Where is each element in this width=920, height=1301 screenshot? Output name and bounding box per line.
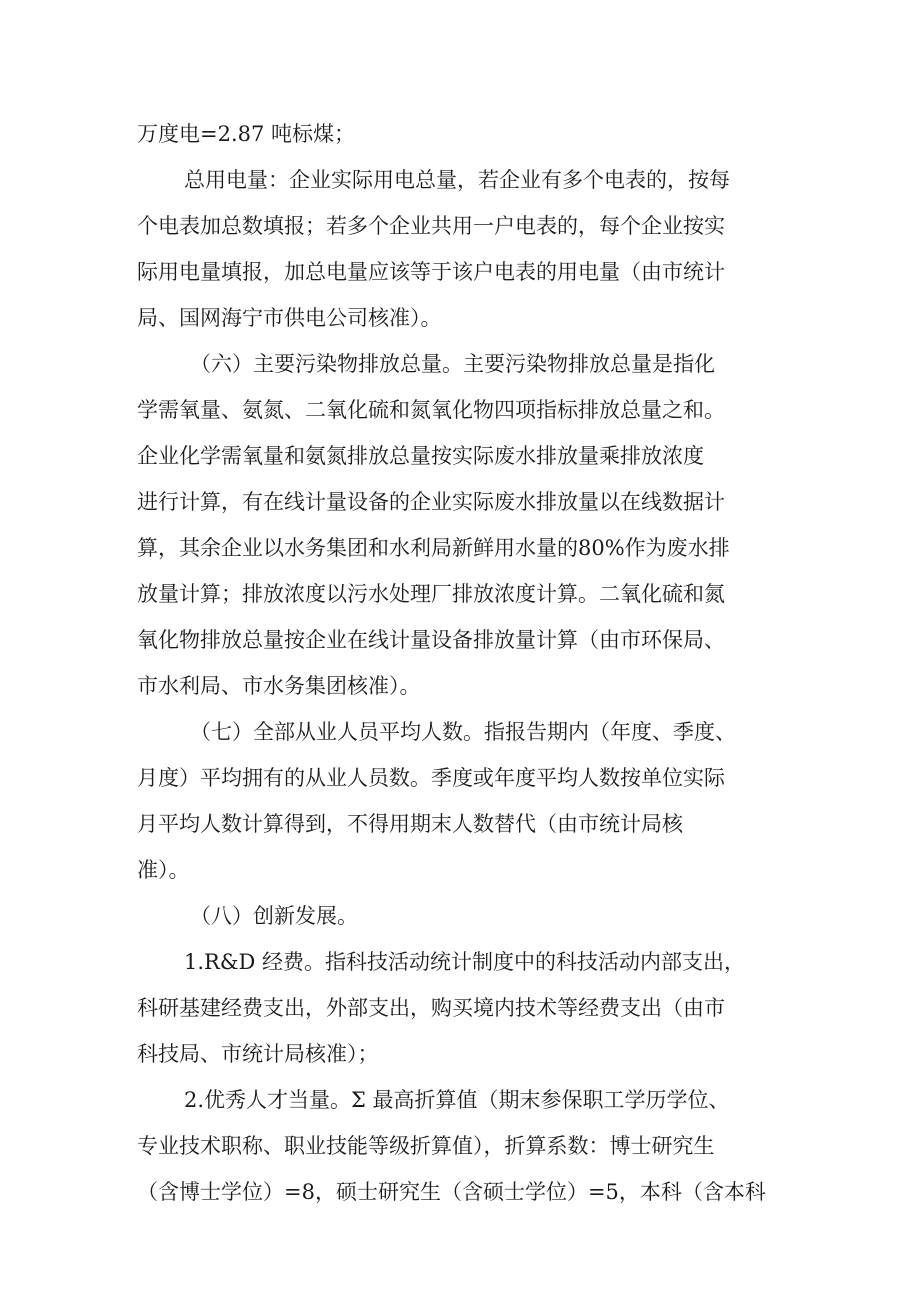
text-line-20: 科研基建经费支出，外部支出，购买境内技术等经费支出（由市: [137, 996, 725, 1020]
text-line-14: （七）全部从业人员平均人数。指报告期内（年度、季度、: [190, 720, 736, 744]
text-line-18: （八）创新发展。: [190, 904, 358, 928]
text-line-17: 准）。: [137, 858, 190, 882]
text-line-6: （六）主要污染物排放总量。主要污染物排放总量是指化: [190, 352, 715, 376]
text-line-3: 个电表加总数填报；若多个企业共用一户电表的，每个企业按实: [137, 214, 725, 238]
text-line-8: 企业化学需氧量和氨氮排放总量按实际废水排放量乘排放浓度: [137, 444, 704, 468]
text-line-24: （含博士学位）=8，硕士研究生（含硕士学位）=5，本科（含本科: [137, 1180, 766, 1204]
text-line-21: 科技局、市统计局核准）；: [137, 1042, 379, 1066]
text-line-4: 际用电量填报，加总电量应该等于该户电表的用电量（由市统计: [137, 260, 725, 284]
text-line-12: 氧化物排放总量按企业在线计量设备排放量计算（由市环保局、: [137, 628, 725, 652]
text-line-16: 月平均人数计算得到，不得用期末人数替代（由市统计局核: [137, 812, 683, 836]
text-line-15: 月度）平均拥有的从业人员数。季度或年度平均人数按单位实际: [137, 766, 725, 790]
text-line-1: 万度电=2.87 吨标煤；: [137, 122, 356, 146]
text-line-9: 进行计算，有在线计量设备的企业实际废水排放量以在线数据计: [137, 490, 725, 514]
text-line-7: 学需氧量、氨氮、二氧化硫和氮氧化物四项指标排放总量之和。: [137, 398, 725, 422]
text-line-22: 2.优秀人才当量。Σ 最高折算值（期末参保职工学历学位、: [184, 1088, 730, 1112]
text-line-23: 专业技术职称、职业技能等级折算值），折算系数：博士研究生: [137, 1134, 715, 1158]
text-line-19: 1.R&D 经费。指科技活动统计制度中的科技活动内部支出，: [184, 950, 746, 974]
text-line-11: 放量计算；排放浓度以污水处理厂排放浓度计算。二氧化硫和氮: [137, 582, 725, 606]
text-line-5: 局、国网海宁市供电公司核准）。: [137, 306, 442, 330]
text-line-2: 总用电量：企业实际用电总量，若企业有多个电表的，按每: [184, 168, 730, 192]
text-line-10: 算，其余企业以水务集团和水利局新鲜用水量的80%作为废水排: [137, 536, 730, 560]
text-line-13: 市水利局、市水务集团核准）。: [137, 674, 421, 698]
